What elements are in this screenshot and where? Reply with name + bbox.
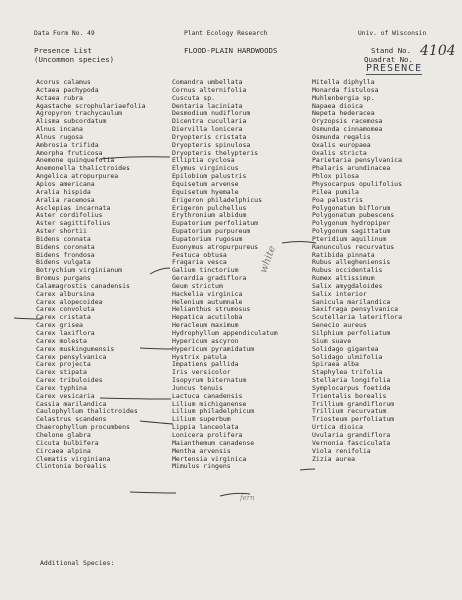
species-entry: Salix amygdaloides bbox=[312, 281, 383, 290]
species-entry: Aster shortii bbox=[36, 227, 87, 236]
species-entry: Scutellaria lateriflora bbox=[312, 313, 403, 322]
species-entry: Asclepias incarnata bbox=[36, 203, 111, 212]
species-entry: Erigeron philadelphicus bbox=[172, 195, 263, 204]
species-entry: Ratibida pinnata bbox=[312, 250, 375, 259]
stand-number-handwritten: 4104 bbox=[420, 43, 456, 59]
species-entry: Desmodium nudiflorum bbox=[172, 109, 251, 118]
species-entry: Eupatorium perfoliatum bbox=[172, 219, 259, 228]
species-entry: Dentaria laciniata bbox=[172, 101, 243, 110]
species-entry: Helenium autumnale bbox=[172, 297, 243, 306]
species-entry: Carex laxiflora bbox=[36, 329, 95, 337]
species-entry: Lactuca canadensis bbox=[172, 391, 243, 400]
species-entry: Polygonum sagittatum bbox=[312, 227, 391, 236]
species-entry: Bidens connata bbox=[36, 234, 91, 243]
species-entry: Carex grisea bbox=[36, 321, 83, 330]
species-entry: Carex convoluta bbox=[36, 305, 95, 314]
species-entry: Eupatorium rugosum bbox=[172, 234, 243, 243]
species-entry: Oxalis stricta bbox=[312, 148, 367, 157]
species-entry: Senecio aureus bbox=[312, 321, 367, 330]
handwritten-note-white: white bbox=[258, 244, 279, 275]
species-entry: Geum strictum bbox=[172, 281, 223, 290]
species-entry: Polygonatum biflorum bbox=[312, 203, 391, 212]
species-entry: Lilium philadelphicum bbox=[172, 407, 255, 416]
species-entry: Dicentra cucullaria bbox=[172, 117, 247, 126]
species-entry: Physocarpus opulifolius bbox=[312, 179, 403, 188]
pencil-line bbox=[140, 421, 173, 424]
species-entry: Sium suave bbox=[312, 336, 352, 345]
species-entry: Parietaria pensylvanica bbox=[312, 156, 403, 165]
species-entry: Carex projecta bbox=[36, 360, 91, 369]
species-entry: Iris versicolor bbox=[172, 368, 231, 377]
organization: Plant Ecology Research bbox=[184, 30, 268, 37]
list-title: Presence List bbox=[34, 46, 92, 55]
species-entry: Cicuta bulbifera bbox=[36, 438, 99, 447]
species-entry: Napaea dioica bbox=[312, 101, 363, 110]
species-entry: Comandra umbellata bbox=[172, 78, 243, 86]
species-entry: Stellaria longifolia bbox=[312, 376, 391, 385]
species-entry: Rubus allegheniensis bbox=[312, 258, 391, 267]
species-entry: Spiraea alba bbox=[312, 360, 359, 369]
species-entry: Bidens vulgata bbox=[36, 258, 91, 267]
stand-label: Stand No. bbox=[371, 46, 412, 55]
species-entry: Trillium grandiflorum bbox=[312, 399, 395, 408]
species-entry: Calamagrostis canadensis bbox=[36, 281, 130, 290]
species-entry: Apios americana bbox=[36, 179, 95, 188]
pencil-line bbox=[100, 398, 171, 399]
species-entry: Euonymus atropurpureus bbox=[172, 242, 259, 251]
species-entry: Dryopteris cristata bbox=[172, 132, 247, 141]
species-entry: Heracleum maximum bbox=[172, 321, 239, 330]
species-entry: Juncus tenuis bbox=[172, 383, 223, 392]
species-entry: Saxifraga pensylvanica bbox=[312, 305, 399, 314]
species-entry: Alnus rugosa bbox=[36, 132, 83, 141]
species-entry: Oxalis europaea bbox=[312, 140, 371, 149]
species-entry: Aralia hispida bbox=[36, 187, 91, 196]
species-entry: Amorpha fruticosa bbox=[36, 148, 103, 157]
presence-stamp: PRESENCE bbox=[366, 63, 423, 74]
species-entry: Bromus purgans bbox=[36, 274, 91, 283]
species-entry: Oryzopsis racemosa bbox=[312, 117, 383, 126]
pencil-line bbox=[130, 492, 176, 493]
species-entry: Mertensia virginica bbox=[172, 454, 247, 463]
species-entry: Carex stipata bbox=[36, 368, 87, 377]
species-entry: Salix interior bbox=[312, 289, 367, 298]
species-entry: Angelica atropurpurea bbox=[36, 172, 119, 181]
species-entry: Diervilla lonicera bbox=[172, 125, 243, 134]
species-entry: Muhlenbergia sp. bbox=[312, 93, 375, 102]
species-entry: Elymus virginicus bbox=[172, 164, 239, 173]
species-entry: Clematis virginiana bbox=[36, 454, 111, 463]
species-entry: Lonicera prolifera bbox=[172, 430, 243, 439]
species-entry: Gerardia gradiflora bbox=[172, 274, 247, 283]
species-entry: Isopyrum biternatum bbox=[172, 376, 247, 385]
species-entry: Equisetum arvense bbox=[172, 179, 239, 188]
species-entry: Poa palustris bbox=[312, 195, 363, 204]
species-entry: Polygonum hydropiper bbox=[312, 219, 391, 228]
species-entry: Anemone quinquefolia bbox=[36, 156, 115, 165]
species-entry: Lilium michiganense bbox=[172, 399, 247, 408]
species-entry: Sanicula marilandica bbox=[312, 297, 391, 306]
species-entry: Carex muskingumensis bbox=[36, 344, 115, 353]
species-entry: Pteridium aquilinum bbox=[312, 234, 387, 243]
pencil-line bbox=[220, 493, 250, 496]
species-entry: Celastrus scandens bbox=[36, 415, 107, 424]
species-entry: Helianthus strumosus bbox=[172, 305, 251, 314]
species-entry: Nepeta hederacea bbox=[312, 109, 375, 118]
species-entry: Mitella diphylla bbox=[312, 78, 375, 86]
species-entry: Hystrix patula bbox=[172, 352, 227, 361]
species-entry: Urtica dioica bbox=[312, 423, 363, 432]
species-entry: Phalaris arundinacea bbox=[312, 164, 391, 173]
species-entry: Hepatica acutiloba bbox=[172, 313, 243, 322]
species-entry: Zizia aurea bbox=[312, 454, 356, 463]
species-entry: Ranunculus recurvatus bbox=[312, 242, 395, 251]
species-entry: Lippia lanceolata bbox=[172, 423, 239, 432]
list-subtitle: (Uncommon species) bbox=[34, 55, 115, 64]
species-entry: Carex typhina bbox=[36, 383, 87, 392]
species-entry: Uvularia grandiflora bbox=[312, 430, 391, 439]
species-entry: Hypericum ascyron bbox=[172, 336, 239, 345]
species-entry: Maianthemum canadense bbox=[172, 438, 255, 447]
species-entry: Solidago gigantea bbox=[312, 344, 379, 353]
species-entry: Alnus incana bbox=[36, 125, 83, 134]
species-entry: Elliptia cyclosa bbox=[172, 156, 235, 165]
species-entry: Caulophyllum thalictroides bbox=[36, 407, 138, 416]
species-entry: Cassia marilandica bbox=[36, 399, 107, 408]
pencil-line bbox=[282, 242, 316, 244]
species-entry: Lilium superbum bbox=[172, 415, 231, 424]
species-entry: Aster sagittifolius bbox=[36, 219, 111, 228]
species-entry: Anemonella thalictroides bbox=[36, 164, 130, 173]
species-entry: Osmunda regalis bbox=[312, 132, 371, 141]
species-entry: Symplocarpus foetida bbox=[312, 383, 391, 392]
species-entry: Galium tinctorium bbox=[172, 266, 239, 275]
species-entry: Chaerophyllum procumbens bbox=[36, 423, 130, 432]
species-entry: Actaea rubra bbox=[36, 93, 83, 102]
quadrat-label: Quadrat No. bbox=[364, 55, 413, 64]
species-entry: Clintonia borealis bbox=[36, 462, 107, 471]
university: Univ. of Wisconsin bbox=[358, 30, 427, 37]
species-entry: Aster cordifolius bbox=[36, 211, 103, 220]
community-title: FLOOD-PLAIN HARDWOODS bbox=[184, 46, 278, 55]
species-entry: Equisetum hyemale bbox=[172, 187, 239, 196]
species-entry: Mimulus ringens bbox=[172, 462, 231, 471]
species-entry: Trillium recurvatum bbox=[312, 407, 387, 416]
pencil-line bbox=[300, 469, 315, 470]
species-entry: Carex vesicaria bbox=[36, 391, 95, 400]
handwritten-note-fern: fern bbox=[240, 494, 255, 502]
species-entry: Ambrosia trifida bbox=[36, 140, 99, 149]
species-entry: Hackelia virginica bbox=[172, 289, 243, 298]
species-entry: Chelone glabra bbox=[36, 430, 91, 439]
species-entry: Rubus occidentalis bbox=[312, 266, 383, 275]
species-entry: Dryopteris thelypteris bbox=[172, 148, 259, 157]
species-entry: Hypericum pyramidatum bbox=[172, 344, 255, 353]
species-entry: Cuscuta sp. bbox=[172, 93, 216, 102]
species-entry: Triosteum perfoliatum bbox=[312, 415, 395, 424]
species-entry: Vernonia fasciculata bbox=[312, 438, 391, 447]
species-entry: Festuca obtusa bbox=[172, 250, 227, 259]
species-entry: Erythronium albidum bbox=[172, 211, 247, 220]
species-entry: Epilobium palustris bbox=[172, 172, 247, 181]
species-entry: Acorus calamus bbox=[36, 78, 91, 86]
form-number: Data Form No. 49 bbox=[34, 30, 95, 37]
species-entry: Trientalis borealis bbox=[312, 391, 387, 400]
species-entry: Carex molesta bbox=[36, 336, 87, 345]
species-entry: Osmunda cinnamomea bbox=[312, 125, 383, 134]
species-entry: Silphium perfoliatum bbox=[312, 329, 391, 337]
species-entry: Mentha arvensis bbox=[172, 446, 231, 455]
species-entry: Bidens frondosa bbox=[36, 250, 95, 259]
species-entry: Actaea pachypoda bbox=[36, 85, 99, 94]
species-entry: Rumex altissimum bbox=[312, 274, 375, 283]
species-entry: Carex cristata bbox=[36, 313, 91, 322]
pencil-line bbox=[100, 157, 170, 159]
pencil-line bbox=[140, 348, 172, 349]
species-entry: Fragaria vesca bbox=[172, 258, 227, 267]
species-entry: Viola renifolia bbox=[312, 446, 371, 455]
species-entry: Dryopteris spinulosa bbox=[172, 140, 251, 149]
species-entry: Polygonatum pubescens bbox=[312, 211, 395, 220]
species-entry: Phlox pilosa bbox=[312, 172, 359, 181]
species-entry: Carex tribuloides bbox=[36, 376, 103, 385]
species-entry: Cornus alternifolia bbox=[172, 85, 247, 94]
pencil-line bbox=[14, 318, 42, 319]
species-entry: Aralia racemosa bbox=[36, 195, 95, 204]
species-entry: Eupatorium purpureum bbox=[172, 227, 251, 236]
species-entry: Erigeron pulchellus bbox=[172, 203, 247, 212]
species-entry: Circaea alpina bbox=[36, 446, 91, 455]
species-entry: Staphylea trifolia bbox=[312, 368, 383, 377]
species-entry: Alisma subcordatum bbox=[36, 117, 107, 126]
species-entry: Bidens coronata bbox=[36, 242, 95, 251]
species-entry: Solidago ulmifolia bbox=[312, 352, 383, 361]
species-entry: Botrychium virginianum bbox=[36, 266, 123, 275]
species-entry: Pilea pumila bbox=[312, 187, 359, 196]
species-entry: Hydrophyllum appendiculatum bbox=[172, 329, 278, 337]
species-entry: Carex alopecoidea bbox=[36, 297, 103, 306]
species-entry: Agastache scrophulariaefolia bbox=[36, 101, 146, 110]
species-entry: Carex albursina bbox=[36, 289, 95, 298]
pencil-line bbox=[150, 268, 170, 274]
species-entry: Monarda fistulosa bbox=[312, 85, 379, 94]
additional-species-label: Additional Species: bbox=[40, 559, 115, 567]
species-entry: Impatiens pallida bbox=[172, 360, 239, 369]
species-entry: Carex pensylvanica bbox=[36, 352, 107, 361]
species-entry: Agropyron trachycaulum bbox=[36, 109, 123, 118]
